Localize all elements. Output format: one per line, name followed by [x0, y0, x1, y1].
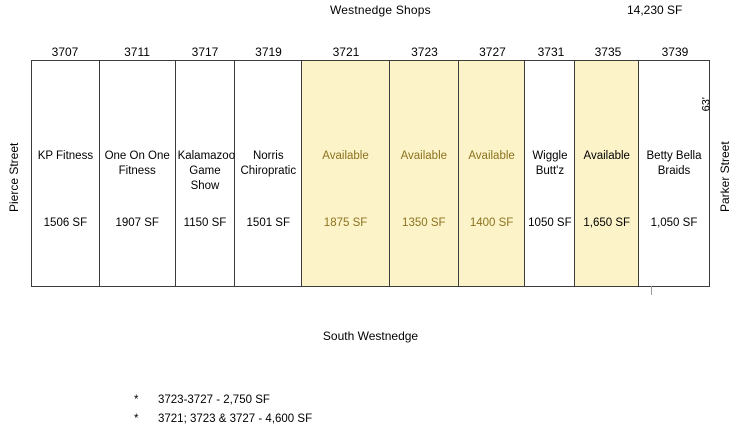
total-square-footage: 14,230 SF	[627, 3, 683, 17]
unit-square-footage: 1150 SF	[183, 217, 227, 229]
unit-address-3739: 3739	[661, 45, 689, 59]
unit-tenant-name: Available	[583, 150, 630, 162]
unit-tenant-name: Available	[468, 150, 515, 162]
unit-divider-extension	[651, 286, 652, 295]
unit-square-footage: 1,050 SF	[650, 217, 698, 229]
unit-address-3735: 3735	[594, 45, 622, 59]
unit-tenant-name: Available	[400, 150, 448, 162]
unit-3739[interactable]	[639, 61, 712, 286]
footnote-bullet-icon: *	[134, 394, 139, 406]
unit-address-3721: 3721	[332, 45, 360, 59]
unit-tenant-name: Available	[322, 150, 369, 162]
unit-address-3719: 3719	[255, 45, 282, 59]
unit-3719[interactable]	[235, 61, 302, 286]
unit-tenant-name: Wiggle Butt'z	[532, 150, 568, 177]
unit-tenant-name: One On One Fitness	[104, 150, 170, 177]
unit-address-3717: 3717	[191, 45, 219, 59]
footnote-text: 3721; 3723 & 3727 - 4,600 SF	[158, 413, 313, 425]
unit-3711[interactable]	[100, 61, 176, 286]
unit-square-footage: 1875 SF	[323, 217, 368, 229]
unit-3735[interactable]	[575, 61, 639, 286]
unit-3707[interactable]	[32, 61, 100, 286]
street-label-bottom: South Westnedge	[322, 329, 419, 343]
street-label-right: Parker Street	[718, 141, 732, 212]
unit-address-3707: 3707	[51, 45, 79, 59]
building-units	[31, 60, 710, 287]
unit-address-3731: 3731	[537, 45, 565, 59]
unit-square-footage: 1907 SF	[115, 217, 159, 229]
unit-square-footage: 1350 SF	[402, 217, 446, 229]
unit-3727[interactable]	[459, 61, 526, 286]
footnotes	[134, 394, 312, 432]
unit-address-3711: 3711	[124, 45, 150, 59]
unit-square-footage: 1506 SF	[43, 217, 88, 229]
building-depth-label: 63'	[699, 97, 712, 112]
plaza-title: Westnedge Shops	[330, 3, 431, 17]
unit-tenant-name: KP Fitness	[37, 150, 94, 162]
unit-address-3727: 3727	[479, 45, 506, 59]
unit-tenant-name: Norris Chiropratic	[240, 150, 297, 177]
unit-tenant-name: Kalamazoo Game Show	[177, 150, 236, 192]
unit-3731[interactable]	[525, 61, 575, 286]
footnote-item	[134, 394, 312, 413]
unit-tenant-name: Betty Bella Braids	[646, 150, 702, 177]
footnote-bullet-icon: *	[134, 413, 139, 425]
unit-square-footage: 1501 SF	[246, 217, 291, 229]
unit-square-footage: 1400 SF	[469, 217, 514, 229]
unit-3723[interactable]	[390, 61, 459, 286]
street-label-left: Pierce Street	[7, 142, 21, 212]
unit-address-3723: 3723	[411, 45, 438, 59]
footnote-text: 3723-3727 - 2,750 SF	[158, 394, 270, 406]
footnote-item	[134, 413, 312, 432]
address-number-row	[31, 44, 710, 60]
unit-3721[interactable]	[302, 61, 390, 286]
unit-square-footage: 1050 SF	[528, 217, 572, 229]
unit-square-footage: 1,650 SF	[583, 217, 631, 229]
unit-3717[interactable]	[176, 61, 236, 286]
